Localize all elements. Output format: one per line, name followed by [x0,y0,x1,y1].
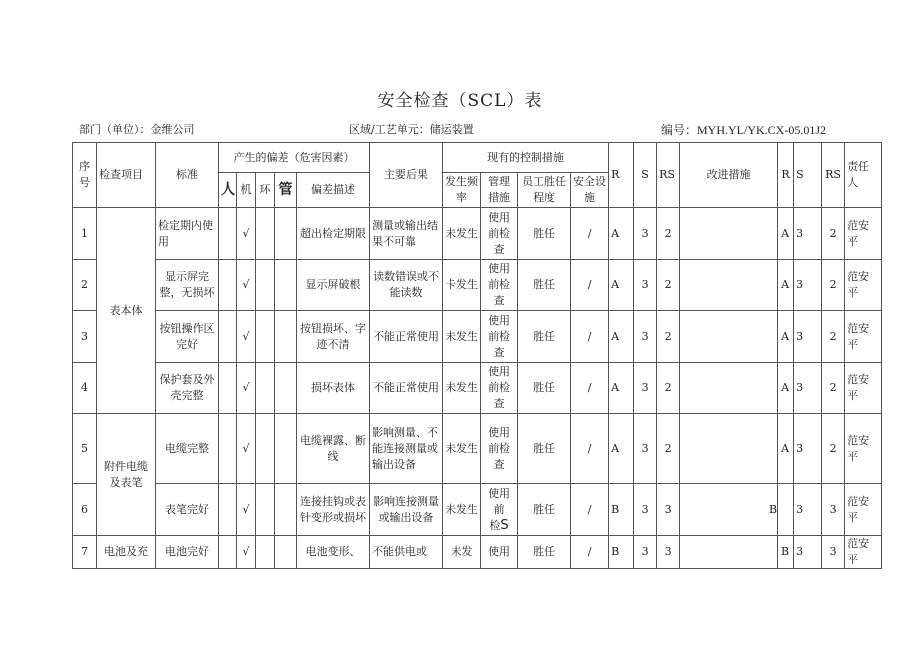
row-freq: 未发生 [443,311,481,363]
row-rs2: 3 [822,484,845,536]
row-owner: 范安平 [845,536,882,569]
row-standard: 按钮操作区完好 [156,311,219,363]
row-rs1: 3 [657,536,680,569]
header-standard: 标准 [156,143,219,208]
row-consequence: 读数错误或不能读数 [370,260,443,311]
row-rs1: 2 [657,414,680,484]
row-desc: 损坏表体 [297,363,370,414]
header-row-1 [73,143,882,173]
row-human [219,260,237,311]
row-mgmt [275,208,297,260]
table-row [73,536,882,569]
row-r1: B [609,484,634,536]
row-measure-suffix: S [500,517,509,533]
row-measure-line2: 检 [489,518,501,532]
row-rs1: 3 [657,484,680,536]
row-standard: 表笔完好 [156,484,219,536]
row-rs1: 2 [657,311,680,363]
row-standard: 显示屏完整，无损坏 [156,260,219,311]
row-r2: B [778,536,794,569]
row-desc: 超出检定期限 [297,208,370,260]
row-s1: 3 [634,208,657,260]
header-controls-group: 现有的控制措施 [443,143,609,173]
row-rs2: 2 [822,208,845,260]
row-consequence: 影响连接测量或输出设备 [370,484,443,536]
row-rs2: 2 [822,311,845,363]
header-machine: 机 [237,173,256,208]
row-improve [680,208,778,260]
row-freq: 未发生 [443,414,481,484]
row-safety: / [571,484,609,536]
row-r1: B [609,536,634,569]
department-label: 部门（单位）：金维公司 [79,123,195,136]
row-desc: 电池变形、 [297,536,370,569]
row-machine: √ [237,260,256,311]
header-r2: R [778,143,794,208]
row-measure: 使用前检查 [481,363,518,414]
row-measure: 使用前检查 [481,208,518,260]
row-s2: 3 [794,311,822,363]
area-label: 区域/工艺单元：储运装置 [349,123,474,136]
row-s2: 3 [794,536,822,569]
row-no: 4 [73,363,97,414]
row-freq: 未发生 [443,208,481,260]
header-item: 检查项目 [97,143,156,208]
table-row [73,414,882,484]
row-s2: 3 [794,363,822,414]
row-staff: 胜任 [518,311,571,363]
row-rs2: 2 [822,260,845,311]
header-r1: R [609,143,634,208]
row-s2: 3 [794,414,822,484]
row-env [256,484,275,536]
row-s1: 3 [634,363,657,414]
row-staff: 胜任 [518,363,571,414]
row-rs2: 3 [822,536,845,569]
row-mgmt [275,536,297,569]
header-owner: 责任人 [845,143,882,208]
row-owner: 范安平 [845,414,882,484]
row-r2: A [778,311,794,363]
row-machine: √ [237,311,256,363]
row-standard: 检定期内使用 [156,208,219,260]
row-staff: 胜任 [518,414,571,484]
table-row [73,363,882,414]
row-freq: 未发生 [443,484,481,536]
header-s2: S [794,143,822,208]
row-desc: 按钮损坏、字迹不清 [297,311,370,363]
row-rs2: 2 [822,414,845,484]
row-improve [680,363,778,414]
row-measure: 使用前检查 [481,311,518,363]
header-safety: 安全设施 [571,173,609,208]
row-consequence: 不能正常使用 [370,311,443,363]
row-standard: 电池完好 [156,536,219,569]
row-rs1: 2 [657,208,680,260]
row-s1: 3 [634,311,657,363]
row-no: 6 [73,484,97,536]
row-staff: 胜任 [518,260,571,311]
row-mgmt [275,260,297,311]
row-desc: 连接挂钩或表针变形或损坏 [297,484,370,536]
row-human [219,311,237,363]
row-mgmt [275,363,297,414]
row-rs1: 2 [657,363,680,414]
row-consequence: 测量或输出结果不可靠 [370,208,443,260]
header-human: 人 [219,173,237,208]
row-desc: 电缆裸露、断线 [297,414,370,484]
header-mgmt: 管 [275,173,297,208]
row-freq: 未发生 [443,363,481,414]
row-s2: 3 [794,260,822,311]
row-owner: 范安平 [845,311,882,363]
header-staff: 员工胜任程度 [518,173,571,208]
document-code: 编号：MYH.YL/YK.CX-05.01J2 [661,123,827,137]
row-consequence: 不能正常使用 [370,363,443,414]
row-improve [680,414,778,484]
row-r2 [778,484,794,536]
header-mgmt-measure: 管理措施 [481,173,518,208]
header-rs1: RS [657,143,680,208]
row-machine: √ [237,536,256,569]
header-desc: 偏差描述 [297,173,370,208]
row-s2: 3 [794,484,822,536]
row-env [256,414,275,484]
row-r1: A [609,311,634,363]
row-freq: 未发 [443,536,481,569]
row-r1: A [609,260,634,311]
table-row [73,484,882,536]
row-env [256,363,275,414]
page-title: 安全检查（SCL）表 [377,91,543,111]
row-rs1: 2 [657,260,680,311]
header-s1: S [634,143,657,208]
row-s2: 3 [794,208,822,260]
row-env [256,208,275,260]
row-improve [680,536,778,569]
row-human [219,484,237,536]
row-desc: 显示屏破根 [297,260,370,311]
row-s1: 3 [634,536,657,569]
row-no: 2 [73,260,97,311]
header-consequence: 主要后果 [370,143,443,208]
row-human [219,363,237,414]
row-no: 5 [73,414,97,484]
row-no: 3 [73,311,97,363]
row-staff: 胜任 [518,536,571,569]
row-r2: A [778,414,794,484]
row-machine: √ [237,363,256,414]
header-deviation-group: 产生的偏差（危害因素） [219,143,370,173]
row-human [219,536,237,569]
header-improve: 改进措施 [680,143,778,208]
row-freq: 卡发生 [443,260,481,311]
row-r2: A [778,260,794,311]
row-improve [680,260,778,311]
row-r1: A [609,363,634,414]
row-consequence: 不能供电或 [370,536,443,569]
row-mgmt [275,414,297,484]
row-owner: 范安平 [845,208,882,260]
row-mgmt [275,311,297,363]
row-s1: 3 [634,484,657,536]
row-standard: 电缆完整 [156,414,219,484]
group-label-body: 表本体 [97,208,156,414]
row-env [256,311,275,363]
row-r1: A [609,414,634,484]
row-machine: √ [237,414,256,484]
row-r2: A [778,363,794,414]
row-no: 7 [73,536,97,569]
row-consequence: 影响测量、不能连接测量或输出设备 [370,414,443,484]
header-seq: 序号 [73,143,97,208]
row-owner: 范安平 [845,363,882,414]
row-staff: 胜任 [518,208,571,260]
row-rs2: 2 [822,363,845,414]
row-r2: A [778,208,794,260]
header-freq: 发生频率 [443,173,481,208]
row-safety: / [571,536,609,569]
scl-table [72,142,882,569]
row-env [256,260,275,311]
row-safety: / [571,363,609,414]
row-improve-marker: B [680,484,778,536]
row-s1: 3 [634,414,657,484]
table-row [73,311,882,363]
row-owner: 范安平 [845,484,882,536]
row-standard: 保护套及外壳完整 [156,363,219,414]
row-mgmt [275,484,297,536]
row-measure-line1: 使用前 [488,486,511,516]
group-label-cable: 附件电缆及表笔 [97,414,156,536]
row-measure [481,484,518,536]
row-safety: / [571,311,609,363]
row-env [256,536,275,569]
row-human [219,208,237,260]
header-rs2: RS [822,143,845,208]
table-row [73,208,882,260]
row-measure: 使用前检查 [481,414,518,484]
row-safety: / [571,208,609,260]
row-no: 1 [73,208,97,260]
header-env: 环 [256,173,275,208]
row-improve [680,311,778,363]
row-human [219,414,237,484]
row-machine: √ [237,208,256,260]
table-row [73,260,882,311]
row-r1: A [609,208,634,260]
row-owner: 范安平 [845,260,882,311]
row-measure: 使用 [481,536,518,569]
row-s1: 3 [634,260,657,311]
row-measure: 使用前检查 [481,260,518,311]
group-label-battery: 电池及充 [97,536,156,569]
row-staff: 胜任 [518,484,571,536]
row-safety: / [571,414,609,484]
row-machine: √ [237,484,256,536]
row-safety: / [571,260,609,311]
